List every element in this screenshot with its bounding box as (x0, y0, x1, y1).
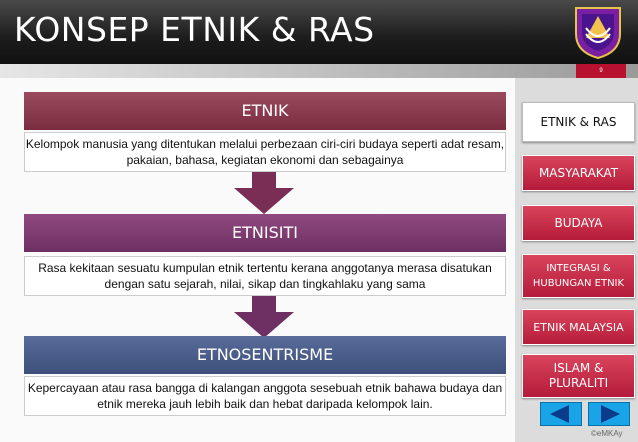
etnisiti-description: Rasa kekitaan sesuatu kumpulan etnik tertentu kerana anggotanya merasa disatukan dengan satu sejarah, nilai, sikap dan tingkahlaku yang sama (24, 256, 506, 296)
previous-button[interactable] (540, 402, 582, 426)
nav-masyarakat[interactable]: MASYARAKAT (522, 155, 635, 191)
university-logo (572, 4, 624, 60)
next-button[interactable] (588, 402, 630, 426)
etnisiti-heading: ETNISITI (24, 214, 506, 252)
etnosentrisme-heading: ETNOSENTRISME (24, 336, 506, 374)
header-bar (0, 0, 638, 64)
nav-integrasi-hubungan-etnik[interactable]: INTEGRASI & HUBUNGAN ETNIK (522, 254, 635, 298)
etnosentrisme-description: Kepercayaan atau rasa bangga di kalangan anggota sesebuah etnik bahawa budaya dan etnik mereka jauh lebih baik dan hebat daripada kelompok lain. (24, 376, 506, 416)
etnik-description: Kelompok manusia yang ditentukan melalui perbezaan ciri-ciri budaya seperti adat resam, pakaian, bahasa, kegiatan ekonomi dan sebagainya (24, 132, 506, 172)
arrow-right-icon (589, 403, 629, 425)
nav-etnik-ras[interactable]: ETNIK & RAS (522, 102, 635, 142)
page-number: 9 (576, 64, 626, 78)
slide-title: KONSEP ETNIK & RAS (14, 10, 375, 49)
down-arrow-icon (232, 172, 296, 214)
header-subbar (0, 64, 638, 78)
credit-text: ©eMKAy (591, 429, 623, 438)
nav-etnik-malaysia[interactable]: ETNIK MALAYSIA (522, 309, 635, 345)
nav-budaya[interactable]: BUDAYA (522, 205, 635, 241)
etnik-heading: ETNIK (24, 92, 506, 130)
down-arrow-icon (232, 296, 296, 338)
arrow-left-icon (541, 403, 581, 425)
nav-islam-pluraliti[interactable]: ISLAM & PLURALITI (522, 354, 635, 398)
